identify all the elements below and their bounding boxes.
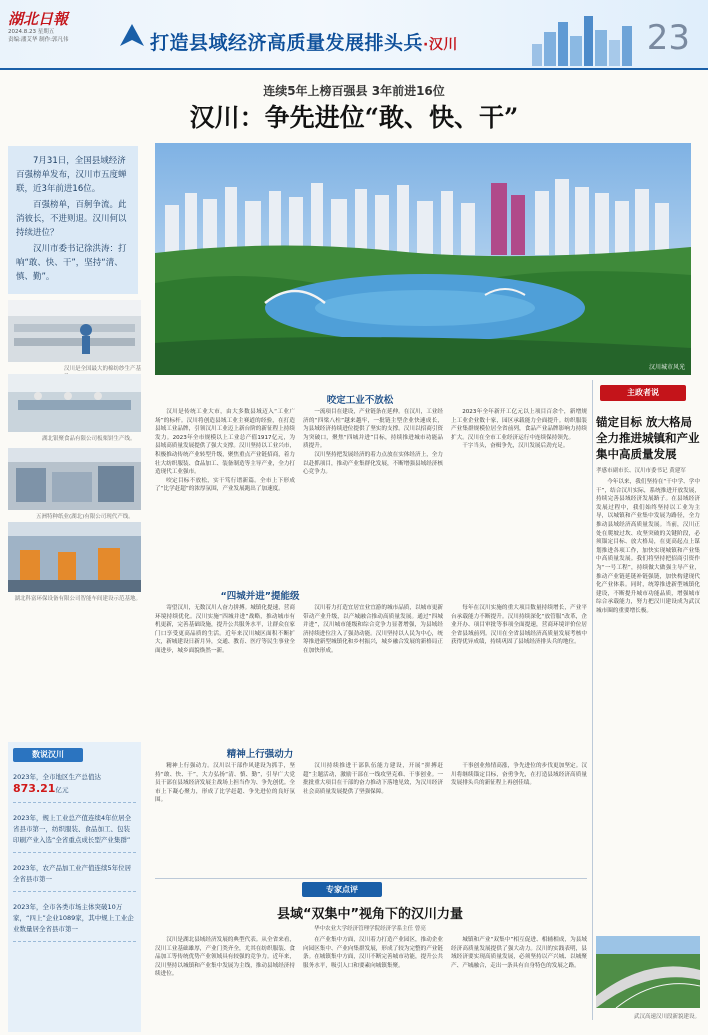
lead-paragraph-3: 汉川市委书记徐洪涛：打响“敢、快、干”，坚持“清、慎、勤”。 (16, 244, 127, 282)
body-paragraph: 每年在汉川实施的重大项目数量持续增长，产业平台承载能力不断提升。汉川持续深化“放管服”改革，企业开办、项目审批等事项全面提速，营商环境评价位居全省县域前列。汉川在全省县域经济高质量发展考核中获得优异成绩，持续巩固了县域经济排头兵的地位。 (451, 605, 587, 646)
expert-column-3 (451, 936, 587, 1030)
edition-date: 2024.8.23 星期五 (8, 29, 55, 35)
data-item-number: 873.21 (13, 782, 56, 795)
data-item-gdp (13, 772, 136, 803)
body-column-6 (451, 604, 587, 740)
caption-left-1: 汉川是全国最大的棉纺纱生产基 (64, 366, 142, 372)
data-item-unit: 亿元 (55, 786, 69, 794)
section-title-2: “四城并进”提能级 (220, 591, 300, 602)
city-landscape-image (155, 143, 691, 375)
main-photo-caption: 汉川城市风光 (648, 364, 685, 371)
expert-tag: 专家点评 (302, 882, 382, 897)
expert-paragraph: 汉川是湖北县域经济发展的典型代表。从全省来看，汉川工业基础雄厚，产业门类齐全，尤其在纺织服装、食品加工等传统优势产业领域具有较强的竞争力。近年来，汉川坚持以城镇和产业集中发展为主线，推动县域经济持续进位。 (155, 937, 295, 978)
data-box-heading: 数说汉川 (13, 748, 83, 762)
expert-column-2 (303, 936, 443, 1030)
body-paragraph: 2023年全年新开工亿元以上项目百余个，新增规上工业企业数十家，园区承载能力全面提升。纺织服装产业集群规模位居全省前列，食品产业品牌影响力持续扩大。汉川在全市工业经济运行中连续保持领先。 (451, 409, 587, 441)
body-paragraph: 咬定目标不放松，实干笃行谱新篇。全市上下形成了“比学赶超”的浓厚氛围，产业发展跑出了加速度。 (155, 477, 295, 493)
expert-title: 县域“双集中”视角下的汉川力量 (276, 907, 464, 922)
body-paragraph: 汉川着力打造宜居宜业宜游的城市品质，以城市更新带动产业升级，以产城融合推动高质量发展。通过“四城并进”，汉川城市能级和综合竞争力显著增强，为县域经济持续进位注入了强劲动能。汉川坚持以人民为中心，统筹推进新型城镇化和乡村振兴，城乡融合发展的新格局正在加快形成。 (303, 605, 443, 654)
photo-textile-factory (8, 300, 141, 362)
data-box (8, 742, 141, 1032)
food-line-image (8, 374, 141, 432)
body-paragraph: 干字当头，奋楫争先，汉川发展后劲充足。 (462, 443, 569, 450)
body-column-9 (451, 762, 587, 872)
body-paragraph: 精神上行强动力。汉川以干部作风建设为抓手，坚持“敢、快、干”，大力弘扬“清、慎、勤”，引导广大党员干部在县域经济发展主战场上担当作为、争先创优。全市上下凝心聚力，形成了比学赶超、争先进位的良好氛围。 (155, 763, 295, 804)
body-paragraph: 汉川是传统工业大市，由大多数县域迈入“工业广场”的标杆。汉川将创造县域工业主赛道的经验，在打造县域工业品牌，引领汉川工业迈上新台阶的新征程上持续发力。2023年全市规模以上工业总产值1917亿元，为县域高质量发展提供了强大支撑。汉川坚持以工业兴市，积极推动传统产业转型升级，聚焦重点产业链招商，着力壮大纺织服装、食品加工、装备制造等主导产业，全力打造现代工业强市。 (155, 409, 295, 476)
body-paragraph: 汉川坚持把发展经济的着力点放在实体经济上，全力以赴抓项目，推动产业集群化发展，不断增强县域经济核心竞争力。 (303, 451, 443, 476)
photo-food-line (8, 374, 141, 432)
lead-paragraph-1: 7月31日，全国县域经济百强榜单发布，汉川市五度蝉联，近3年前进16位。 (16, 156, 127, 194)
body-column-1 (155, 408, 295, 580)
banner-main: 打造县域经济高质量发展排头兵 (150, 32, 424, 54)
robot-workshop-image (8, 522, 141, 592)
right-highway-photo (596, 936, 700, 1008)
section-divider (155, 878, 587, 879)
body-column-2 (303, 408, 443, 580)
body-column-8 (303, 762, 443, 872)
caption-left-2: 湖北银聚食品有限公司板栗饼生产线。 (42, 436, 136, 442)
right-column-tag: 主政者说 (600, 385, 686, 401)
lead-box (8, 146, 138, 294)
body-column-3 (451, 408, 587, 580)
right-photo-caption: 武汉高速汉川段新貌建设。 (633, 1014, 700, 1020)
section-title-3: 精神上行强动力 (226, 749, 294, 760)
expert-paragraph: 在产业集中方面，汉川着力打造产业园区，推动企业向园区集中、产业向集群发展，形成了较为完整的产业链条。在城镇集中方面，汉川不断完善城市功能，提升公共服务水平，吸引人口和要素向城镇集聚。 (303, 937, 443, 969)
data-item-text: 2023年，全市地区生产总值达 (13, 773, 102, 781)
edition-editors: 责编:潘艾华 制作:郭凡伟 (8, 37, 69, 43)
body-column-4 (155, 604, 295, 740)
lead-paragraph-2: 百强榜单，百舸争流。此消彼长，不进则退。汉川何以持续进位？ (16, 200, 127, 238)
body-paragraph: 寄望汉川，无数汉川人奋力拼搏。城镇化提速，营商环境持续优化。汉川实施“四城并进”战略，推动城市有机更新，完善基础设施，提升公共服务水平，让群众在家门口享受更高品质的生活。近年来汉川城区面积不断扩大，新城建设日新月异，交通、教育、医疗等民生事业全面进步，城乡面貌焕然一新。 (155, 605, 295, 654)
paper-line-image (8, 448, 141, 510)
body-column-5 (303, 604, 443, 740)
main-city-photo (155, 143, 691, 375)
right-paragraph: 今年以来，我们坚持在“干中学、学中干”，结合汉川实际，系统推进开放发展，持续完善县域经济发展路子。在县域经济发展过程中，我们始终坚持以工业为主导，以城镇和产业集中发展为路径，全力推动县域经济高质量发展。当前，汉川正处在爬坡过坎、攻坚突破的关键阶段，必须锚定目标、放大格局，在更高起点上谋划推进各项工作，加快实现城镇和产业集中高质量发展。我们将坚持把招商引资作为“一号工程”，持续做大做强主导产业，推动产业链延链补链强链，加快构建现代化产业体系。同时，统筹推进新型城镇化建设，不断提升城市功能品质，增强城市综合承载能力，努力把汉川建设成为武汉城市圈的重要增长极。 (596, 479, 700, 614)
headline-title: 汉川：争先进位“敢、快、干” (189, 103, 519, 132)
data-item-agri: 2023年，农产品加工业产值连续5年位居全省县市第一 (13, 863, 136, 892)
data-item-industry: 2023年，规上工业总产值连续4年位居全省县市第一，纺织服装、食品加工、包装印刷产业入选“全省重点成长型产业集群” (13, 813, 136, 853)
city-skyline-icon (528, 14, 638, 66)
column-divider (592, 380, 593, 1020)
banner-sub: ·汉川 (423, 37, 458, 53)
body-paragraph: 一流项目在建设，产业链条在延伸。在汉川，工业经济的“四梁八柱”越来越牢，一批链主型企业快速成长，为县域经济持续进位提供了坚实的支撑。汉川以招商引资为突破口，聚焦“四城并进”目标，持续推进城市功能品质提升。 (303, 409, 443, 450)
newspaper-logo: 湖北日報 (8, 10, 69, 28)
headline-kicker: 连续5年上榜百强县 3年前进16位 (263, 84, 445, 98)
photo-robot-workshop (8, 522, 141, 592)
caption-left-4: 湖北科富环保设备有限公司智能车间建设示范基地。 (14, 596, 141, 602)
right-column-text (596, 478, 700, 928)
page-number: 23 (646, 18, 690, 58)
expert-column-1 (155, 936, 295, 1030)
body-paragraph: 汉川持续推进干部队伍能力建设，开展“拼搏赶超”主题活动，激励干部在一线攻坚克难、干事创业。一批批重大项目在干部的奋力推动下落地见效，为汉川经济社会高质量发展提供了坚强保障。 (303, 763, 443, 795)
right-column-title: 锚定目标 放大格局 全力推进城镇和产业集中高质量发展 (596, 415, 700, 461)
banner-title (150, 28, 458, 55)
textile-factory-image (8, 300, 141, 362)
arrow-decoration-icon (118, 22, 146, 48)
expert-author: 华中农业大学经济管理学院经济学系主任 曾亮 (314, 926, 426, 932)
right-column-author: 孝感市副市长、汉川市委书记 黄建军 (596, 468, 686, 474)
body-paragraph: 干事创业热情高涨，争先进位的步伐更加坚定。汉川将继续锚定目标，奋勇争先，在打造县域经济高质量发展排头兵的新征程上再创佳绩。 (451, 763, 587, 787)
photo-paper-line (8, 448, 141, 510)
section-title-1: 咬定工业不放松 (326, 395, 394, 406)
data-item-market: 2023年，全市各类市场主体突破10万家，“四上”企业1089家，其中规上工业企业数量居全省县市第一 (13, 902, 136, 942)
masthead (0, 0, 708, 70)
highway-image (596, 936, 700, 1008)
edition-info (8, 28, 98, 44)
body-column-7 (155, 762, 295, 872)
expert-paragraph: 城镇和产业“双集中”相互促进、相辅相成，为县域经济高质量发展提供了强大动力。汉川的实践表明，县域经济要实现高质量发展，必须坚持以产兴城、以城聚产、产城融合，走出一条具有自身特色的发展之路。 (451, 937, 587, 969)
caption-left-3: 五洲特种纸业(湖北)有限公司现代产线。 (36, 514, 134, 520)
